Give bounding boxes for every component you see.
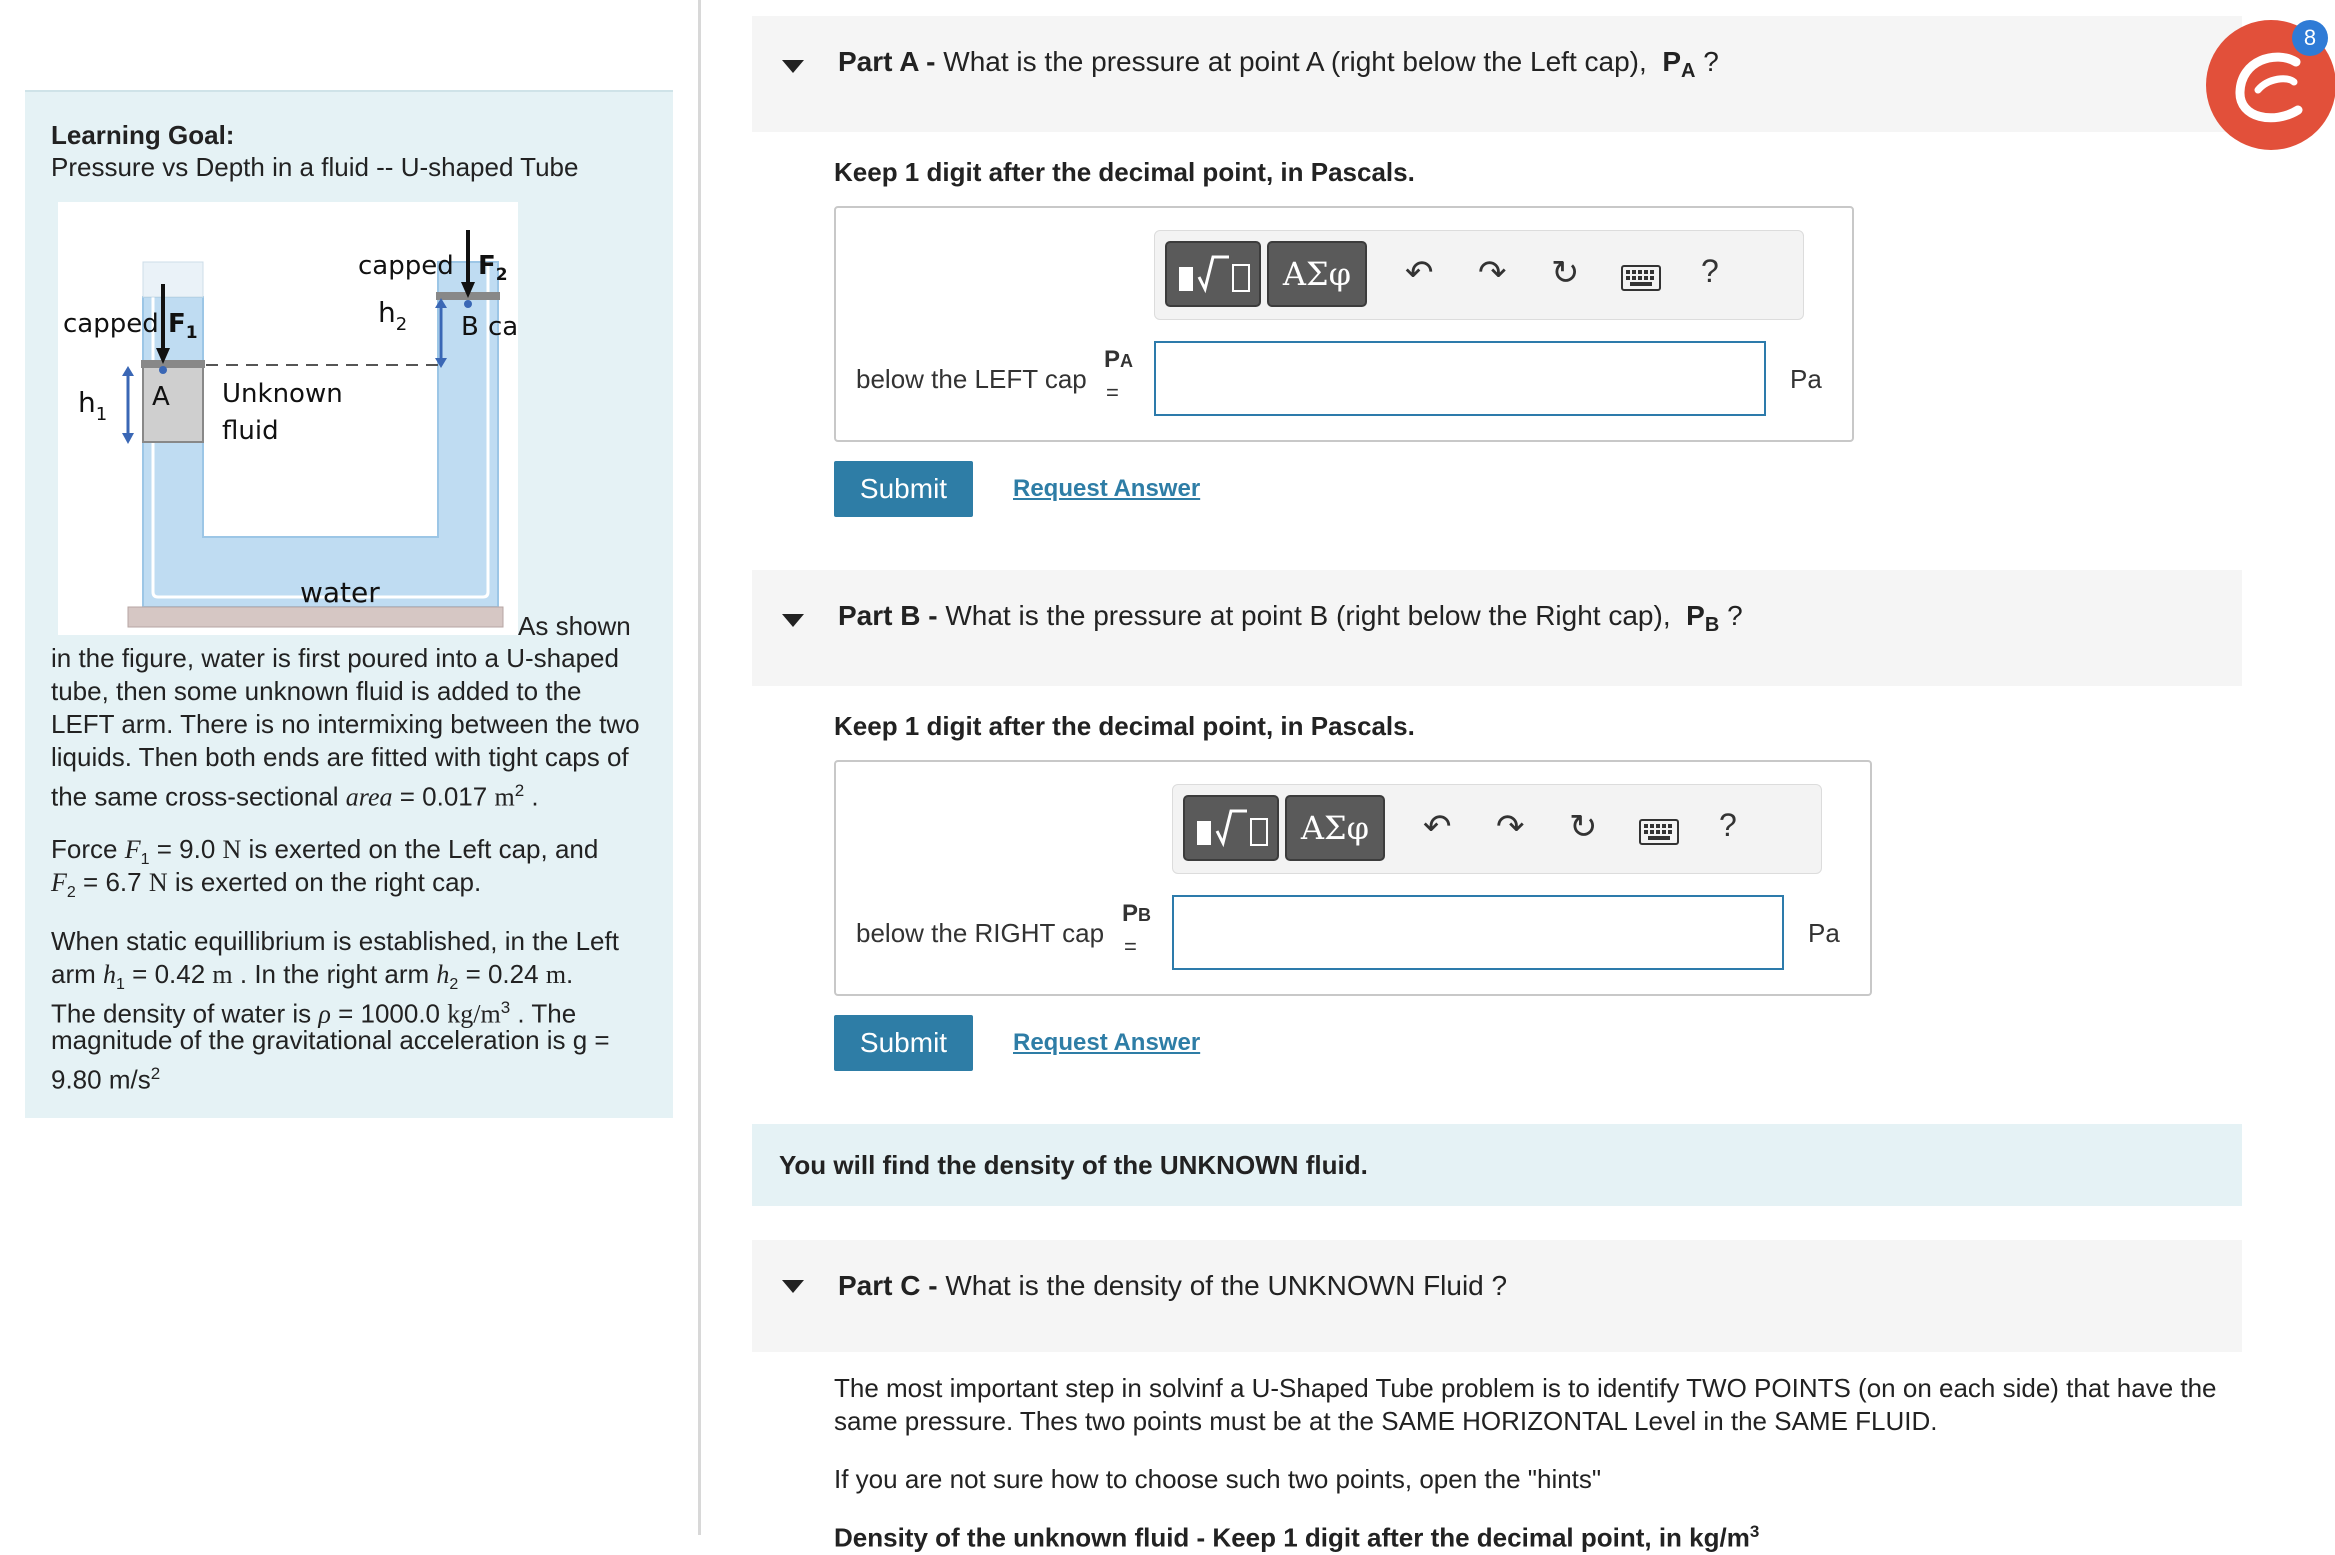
problem-text-line-3: tube, then some unknown fluid is added to the — [51, 676, 582, 706]
part-b-field-equals: = — [1124, 934, 1137, 959]
point-b-label: B — [461, 312, 479, 342]
learning-goal-subtitle: Pressure vs Depth in a fluid -- U-shaped Tube — [51, 152, 579, 182]
part-b-keyboard-icon[interactable] — [1639, 815, 1679, 854]
part-a-field-equals: = — [1106, 380, 1119, 405]
problem-text-line-6: the same cross-sectional area = 0.017 $m^2$ . — [51, 781, 539, 812]
truncated-label: ca — [488, 312, 518, 342]
equilibrium-text-line-1: When static equillibrium is established, in the Left — [51, 926, 619, 956]
point-b-marker — [464, 300, 472, 308]
part-a-template-button[interactable] — [1165, 241, 1261, 307]
left-cap — [141, 360, 205, 368]
part-a-field-label: below the LEFT cap — [856, 364, 1087, 394]
part-c-answer-prompt: Density of the unknown fluid - Keep 1 digit after the decimal point, in $kg/m^3$ — [834, 1522, 1760, 1553]
part-b-unit: Pa — [1808, 918, 1840, 948]
part-a-math-toolbar — [1154, 230, 1804, 320]
part-a-request-answer-link[interactable]: Request Answer — [1013, 475, 1201, 502]
part-b-answer-box — [834, 760, 1872, 996]
problem-text-start: As shown — [518, 611, 631, 641]
part-b-submit-button[interactable]: Submit — [834, 1015, 973, 1071]
part-a-instruction: Keep 1 digit after the decimal point, in Pascals. — [834, 157, 1415, 187]
part-a-answer-box — [834, 206, 1854, 442]
equilibrium-text-line-5: 9.80 $m/s^2$ — [51, 1064, 161, 1095]
h1-label: $h_1$ — [78, 386, 108, 425]
problem-text-line-5: liquids. Then both ends are fitted with tight caps of — [51, 742, 629, 772]
part-a-answer-input[interactable] — [1154, 341, 1766, 416]
info-bar-text: You will find the density of the UNKNOWN fluid. — [779, 1150, 1368, 1180]
part-b-header[interactable] — [752, 570, 2242, 686]
part-a-header[interactable] — [752, 16, 2242, 132]
part-c-question: Part C - What is the density of the UNKNOWN Fluid ? — [838, 1270, 1508, 1301]
unknown-fluid-label-1: Unknown — [222, 379, 343, 409]
problem-text-line-2: in the figure, water is first poured into a U-shaped — [51, 643, 619, 673]
learning-goal-title: Learning Goal: — [51, 120, 235, 150]
equilibrium-text-line-2: arm $h_1 = 0.42$ m . In the right arm $h_2 = 0.24$ m. — [51, 959, 574, 994]
part-a-submit-button[interactable]: Submit — [834, 461, 973, 517]
unknown-fluid-label-2: fluid — [222, 416, 279, 446]
ground — [128, 607, 503, 627]
part-b-reset-icon[interactable]: ↻ — [1569, 808, 1598, 846]
left-pane — [0, 0, 700, 1535]
left-tube-top — [143, 262, 203, 297]
pane-divider — [698, 0, 701, 1535]
part-b-undo-icon[interactable]: ↶ — [1423, 808, 1452, 846]
part-a-redo-icon[interactable]: ↷ — [1478, 254, 1507, 292]
point-a-marker — [159, 366, 167, 374]
h2-label: $h_2$ — [378, 296, 408, 335]
right-cap-label: capped — [358, 251, 454, 281]
part-a-question: Part A - What is the pressure at point A (right below the Left cap), $P_A$ ? — [838, 46, 1719, 82]
part-c-header[interactable] — [752, 1240, 2242, 1352]
left-cap-label: capped — [63, 309, 159, 339]
part-b-template-icon — [1185, 797, 1277, 859]
equilibrium-text-line-4: magnitude of the gravitational acceleration is g = — [51, 1025, 610, 1055]
point-a-label: A — [152, 382, 170, 412]
part-a-reset-icon[interactable]: ↻ — [1551, 254, 1580, 292]
part-a-keyboard-icon[interactable] — [1621, 261, 1661, 300]
u-tube-figure — [58, 202, 518, 635]
part-b-answer-input[interactable] — [1172, 895, 1784, 970]
part-a-undo-icon[interactable]: ↶ — [1405, 254, 1434, 292]
part-a-template-icon — [1167, 243, 1259, 305]
part-b-greek-button[interactable]: ΑΣφ — [1285, 795, 1385, 861]
part-a-greek-button[interactable]: ΑΣφ — [1267, 241, 1367, 307]
part-c-text-line-1: The most important step in solvinf a U-Shaped Tube problem is to identify TWO POINTS (on on each side) that have the — [834, 1373, 2217, 1403]
part-b-template-button[interactable] — [1183, 795, 1279, 861]
part-b-instruction: Keep 1 digit after the decimal point, in Pascals. — [834, 711, 1415, 741]
part-b-request-answer-link[interactable]: Request Answer — [1013, 1029, 1201, 1056]
part-a-field-var: PA — [1104, 346, 1134, 373]
part-c-text-line-2: same pressure. Thes two points must be at the SAME HORIZONTAL Level in the SAME FLUID. — [834, 1406, 1938, 1436]
part-b-help-button[interactable]: ? — [1719, 807, 1737, 843]
part-c-hint-text: If you are not sure how to choose such two points, open the "hints" — [834, 1464, 1602, 1494]
h1-arrow-top — [122, 366, 134, 376]
part-b-collapse-caret-icon[interactable] — [782, 614, 804, 627]
force-text-line-2: $F_2 = 6.7$ N is exerted on the right cap. — [51, 867, 482, 902]
part-a-unit: Pa — [1790, 364, 1822, 394]
left-force-label: $F_1$ — [168, 309, 198, 343]
notification-badge: 8 — [2292, 20, 2328, 56]
h1-arrow-bottom — [122, 433, 134, 444]
part-a-help-button[interactable]: ? — [1701, 253, 1719, 289]
info-bar — [752, 1124, 2242, 1206]
equilibrium-text-line-3: The density of water is ρ = 1000.0 $kg/m^3$ . The — [51, 998, 577, 1029]
learning-goal-panel — [25, 90, 673, 1118]
problem-text-line-4: LEFT arm. There is no intermixing between the two — [51, 709, 640, 739]
force-text-line-1: Force $F_1 = 9.0$ N is exerted on the Left cap, and — [51, 834, 599, 869]
part-b-field-label: below the RIGHT cap — [856, 918, 1105, 948]
water-label: water — [300, 576, 380, 609]
part-c-collapse-caret-icon[interactable] — [782, 1280, 804, 1293]
part-b-field-var: PB — [1122, 900, 1152, 927]
u-tube-diagram — [58, 202, 518, 635]
part-b-math-toolbar — [1172, 784, 1822, 874]
part-a-collapse-caret-icon[interactable] — [782, 60, 804, 73]
right-force-label: $F_2$ — [478, 251, 508, 285]
part-b-question: Part B - What is the pressure at point B (right below the Right cap), $P_B$ ? — [838, 600, 1743, 636]
part-b-redo-icon[interactable]: ↷ — [1496, 808, 1525, 846]
